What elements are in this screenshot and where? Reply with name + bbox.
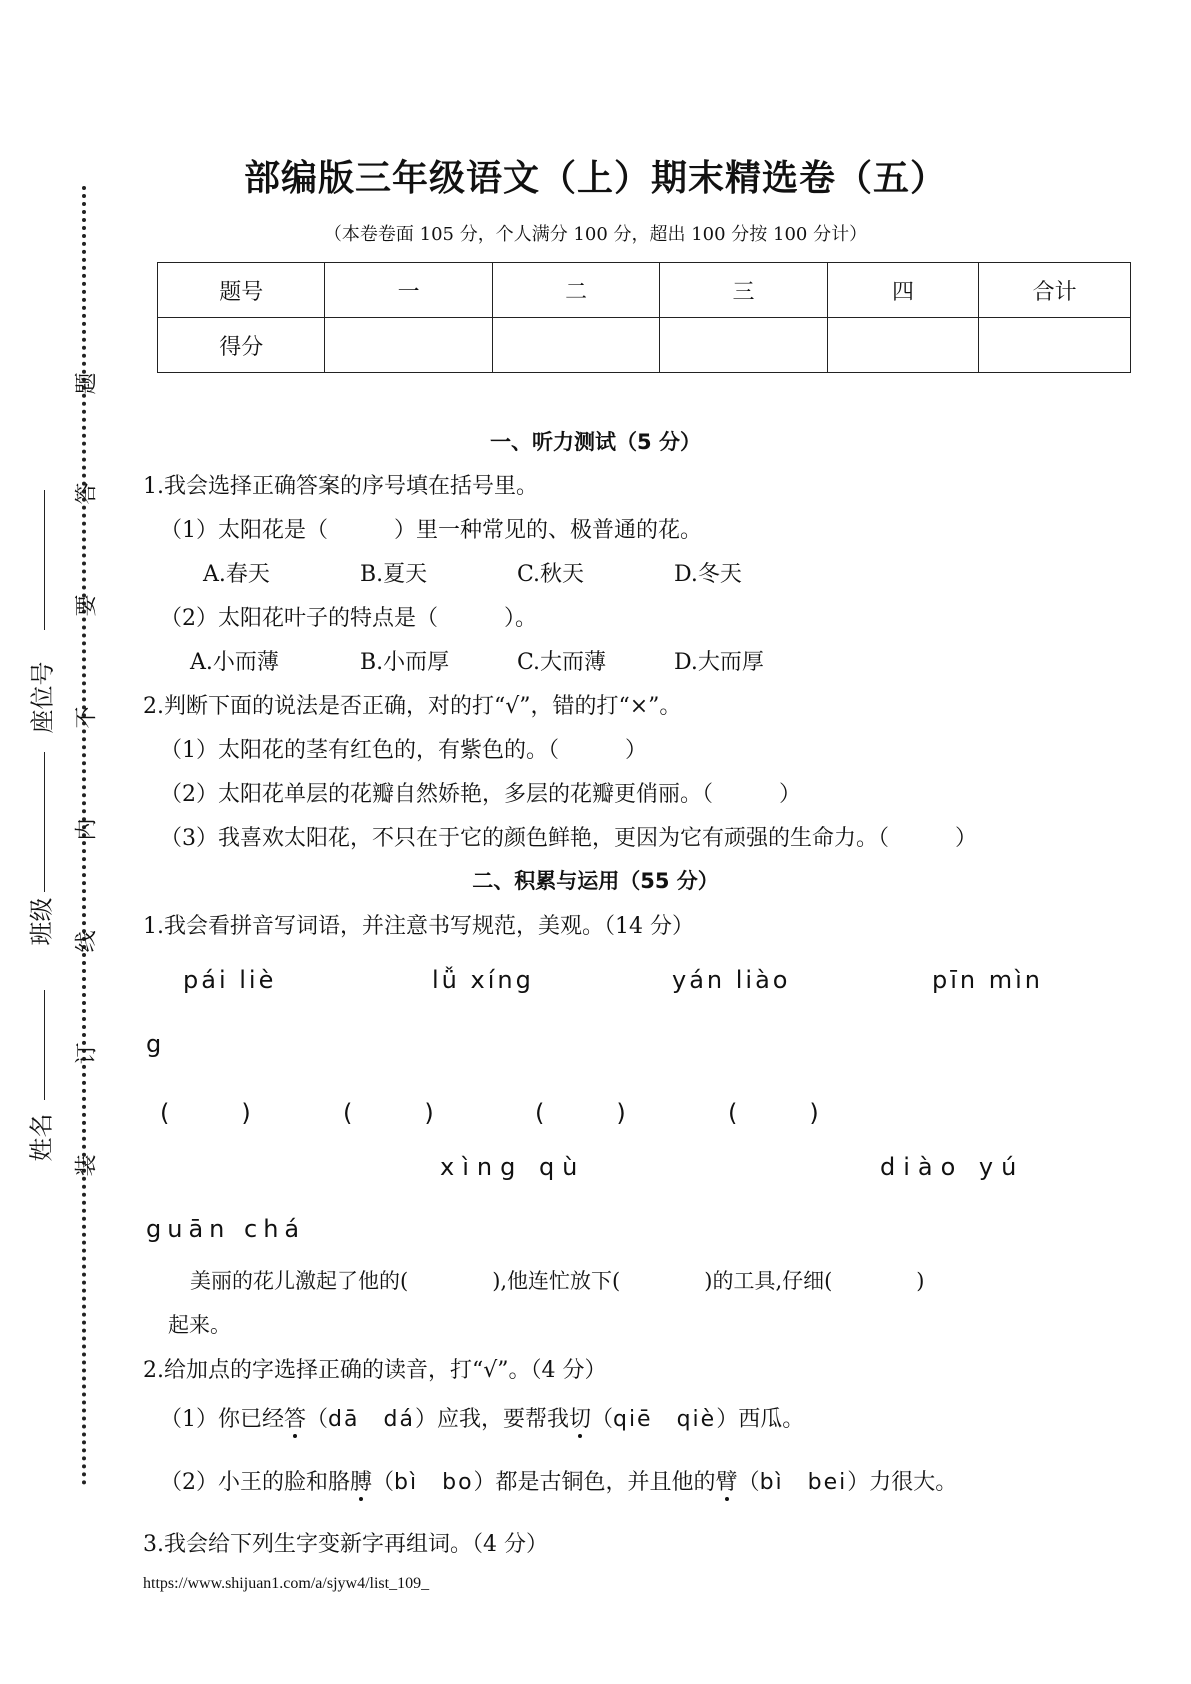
pinyin-word-wrap: g [146,1030,165,1058]
section-heading: 一、听力测试（5 分） [490,430,701,454]
answer-paren[interactable]: ( ) [535,1099,626,1127]
pinyin-word: lǚ xíng [432,966,534,994]
section-heading: 二、积累与运用（55 分） [472,869,719,893]
dotted-char: 膊 [350,1470,373,1495]
score-table-header-cell: 一 [325,263,492,318]
binding-char: 题 [74,372,100,395]
question-text: 2.给加点的字选择正确的读音，打“√”。（4 分） [143,1358,607,1383]
pinyin-choice[interactable]: qiē qiè [612,1407,717,1432]
question-text: （1）太阳花是（ ）里一种常见的、极普通的花。 [160,518,702,543]
binding-char: 线 [74,930,100,953]
dotted-char: 答 [284,1407,307,1432]
option: A.春天 [203,562,270,587]
score-table-header-row [158,263,1131,318]
fill-sentence: 美丽的花儿激起了他的( ),他连忙放下( )的工具,仔细( ) [190,1269,925,1293]
seat-number-label: 座位号 [28,661,57,734]
pinyin-word: diào yú [880,1153,1025,1181]
dotted-char: 切 [568,1407,591,1432]
name-blank[interactable] [44,990,45,1100]
binding-char: 要 [74,594,100,617]
score-table-header-cell: 三 [660,263,827,318]
seat-number-blank[interactable] [44,490,45,630]
answer-paren[interactable]: ( ) [343,1099,434,1127]
option: C.秋天 [517,562,585,587]
binding-char: 订 [74,1042,100,1065]
option: B.夏天 [360,562,428,587]
score-cell[interactable] [492,318,659,373]
answer-paren[interactable]: ( ) [160,1099,251,1127]
binding-char: 内 [74,818,100,841]
score-cell[interactable] [325,318,492,373]
question-text: （3）我喜欢太阳花，不只在于它的颜色鲜艳，更因为它有顽强的生命力。（ ） [160,826,977,851]
pinyin-word: xìng qù [440,1153,586,1181]
page-subtitle: （本卷卷面 105 分，个人满分 100 分，超出 100 分按 100 分计） [323,224,868,245]
binding-char: 答 [74,482,100,505]
score-table-header-cell: 合计 [979,263,1131,318]
option: D.大而厚 [674,650,764,675]
question-text: 1.我会选择正确答案的序号填在括号里。 [143,474,538,499]
score-table [157,262,1131,373]
question-text: （2）太阳花叶子的特点是（ ）。 [160,606,537,631]
question-text: （2）太阳花单层的花瓣自然娇艳，多层的花瓣更俏丽。（ ） [160,782,801,807]
dotted-char: 臂 [715,1470,738,1495]
pinyin-choice[interactable]: bì bei [759,1470,848,1495]
question-text: 1.我会看拼音写词语，并注意书写规范，美观。（14 分） [143,914,694,939]
reading-question-1: （1）你已经答（dā dá）应我，要帮我切（qiē qiè）西瓜。 [160,1407,805,1432]
pinyin-word: pīn mìn [932,966,1043,994]
fill-sentence-cont: 起来。 [168,1313,231,1337]
name-label: 姓名 [27,1113,56,1162]
score-table-header-cell: 二 [492,263,659,318]
question-text: 3.我会给下列生字变新字再组词。（4 分） [143,1532,548,1557]
reading-question-2: （2）小王的脸和胳膊（bì bo）都是古铜色，并且他的臂（bì bei）力很大。 [160,1470,958,1495]
option: D.冬天 [674,562,742,587]
footer-url[interactable]: https://www.shijuan1.com/a/sjyw4/list_109_ [143,1575,430,1592]
question-text: （1）太阳花的茎有红色的，有紫色的。（ ） [160,738,647,763]
pinyin-word: pái liè [183,966,277,994]
score-cell[interactable] [827,318,979,373]
option: B.小而厚 [360,650,450,675]
option: C.大而薄 [517,650,607,675]
score-table-score-row [158,318,1131,373]
score-cell[interactable] [660,318,827,373]
score-table-header-cell: 题号 [158,263,325,318]
pinyin-choice[interactable]: dā dá [328,1407,415,1432]
binding-char: 不 [74,706,100,729]
pinyin-choice[interactable]: bì bo [394,1470,474,1495]
pinyin-word: guān chá [146,1215,306,1243]
binding-char: 装 [74,1154,100,1177]
class-label: 班级 [27,897,56,946]
page-title: 部编版三年级语文（上）期末精选卷（五） [243,158,947,199]
question-text: 2.判断下面的说法是否正确，对的打“√”，错的打“×”。 [143,694,682,719]
option: A.小而薄 [190,650,279,675]
score-table-header-cell: 四 [827,263,979,318]
pinyin-word: yán liào [672,966,791,994]
answer-paren[interactable]: ( ) [728,1099,819,1127]
score-row-label: 得分 [158,318,325,373]
score-cell[interactable] [979,318,1131,373]
